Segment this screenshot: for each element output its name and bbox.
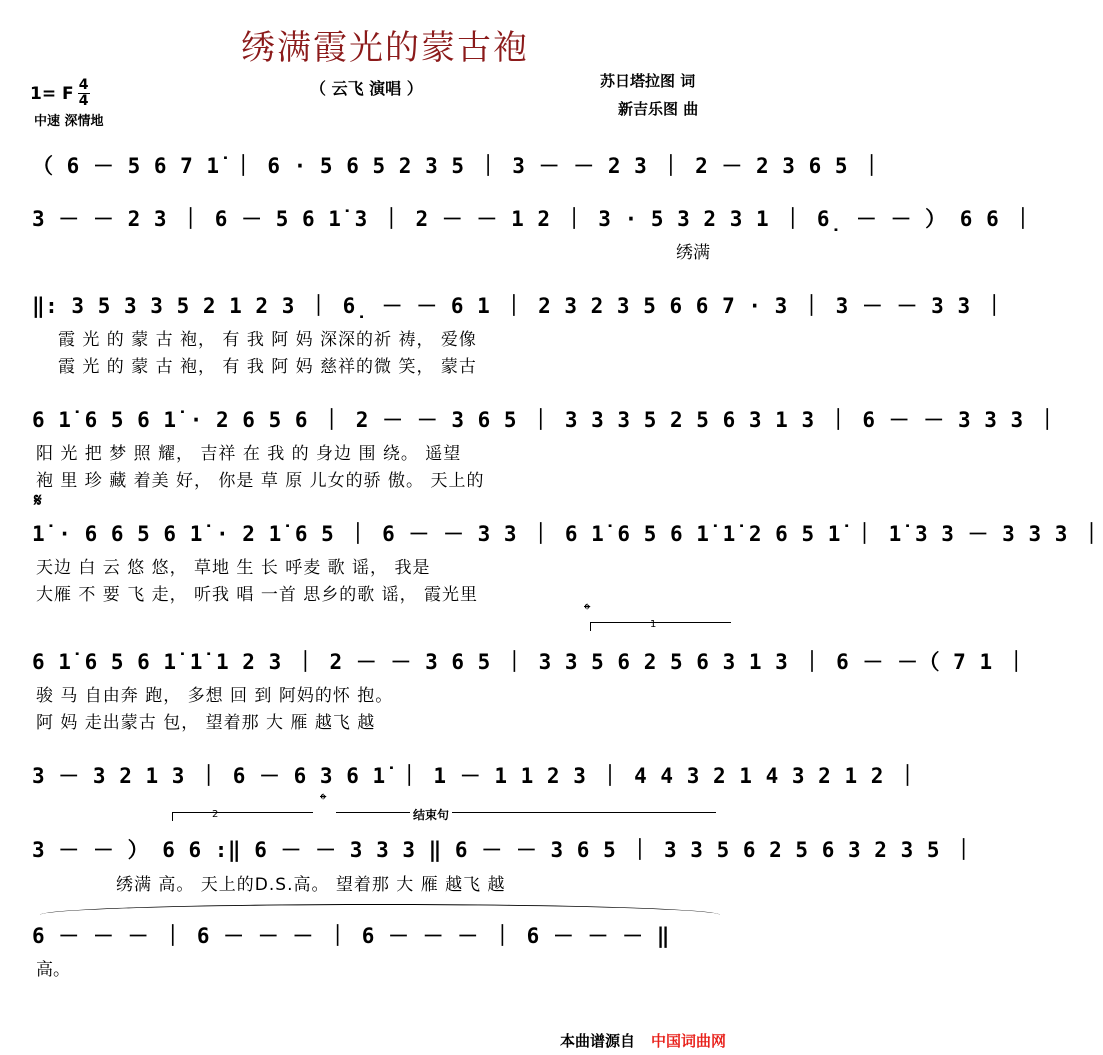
notation-line-8: 3 － － ） 6 6 :‖ 6 － － 3 3 3 ‖ 6 － － 3 6 5 ｜ 3 3 5 6 2 5 6 3 2 3 5 ｜: [32, 838, 975, 862]
lyric-line-3b: 霞 光 的 蒙 古 袍， 有 我 阿 妈 慈祥的微 笑， 蒙古: [58, 357, 477, 377]
composer-credit: 新吉乐图 曲: [618, 100, 699, 118]
footer-source: [560, 1030, 726, 1051]
notation-line-1: （ 6 － 5 6 7 1̇ ｜ 6 · 5 6 5 2 3 5 ｜ 3 － － 2 3 ｜ 2 － 2 3 6 5 ｜: [32, 154, 883, 178]
time-signature: [78, 78, 90, 109]
lyric-line-9: 高。: [36, 960, 70, 980]
lyric-line-5a: 天边 白 云 悠 悠， 草地 生 长 呼麦 歌 谣， 我是: [36, 558, 431, 578]
footer-site-link[interactable]: 中国词曲网: [651, 1032, 727, 1050]
key-signature: [30, 78, 90, 109]
notation-line-3: ‖: 3 5 3 3 5 2 1 2 3 ｜ 6̣ － － 6 1 ｜ 2 3 2 3 5 6 6 7 · 3 ｜ 3 － － 3 3 ｜: [32, 294, 1006, 318]
song-title: 绣满霞光的蒙古袍: [241, 28, 529, 68]
volta-bracket-2: [172, 812, 313, 821]
time-top: 4: [78, 77, 89, 93]
ending-label: 结束句: [410, 806, 452, 823]
performer: （ 云飞 演唱 ）: [310, 79, 423, 98]
key-text: 1= F: [30, 83, 74, 104]
tie-arc: [40, 904, 720, 915]
volta-number-2: 2: [212, 809, 219, 820]
time-bottom: 4: [78, 93, 89, 109]
tempo-marking: 中速 深情地: [34, 114, 104, 129]
lyric-line-4a: 阳 光 把 梦 照 耀， 吉祥 在 我 的 身边 围 绕。 遥望: [36, 444, 462, 464]
notation-line-2: 3 － － 2 3 ｜ 6 － 5 6 1̇ 3 ｜ 2 － － 1 2 ｜ 3 · 5 3 2 3 1 ｜ 6̣ － － ） 6 6 ｜: [32, 207, 1034, 231]
ending-bracket: [336, 812, 716, 821]
lyric-line-4b: 袍 里 珍 藏 着美 好， 你是 草 原 儿女的骄 傲。 天上的: [36, 471, 485, 491]
lyric-line-3a: 霞 光 的 蒙 古 袍， 有 我 阿 妈 深深的祈 祷， 爱像: [58, 330, 477, 350]
lyric-line-5b: 大雁 不 要 飞 走， 听我 唱 一首 思乡的歌 谣， 霞光里: [36, 585, 479, 605]
footer-source-text: 本曲谱源自: [560, 1032, 636, 1050]
notation-line-6: 6 1̇ 6 5 6 1̇ 1̇ 1 2 3 ｜ 2 － － 3 6 5 ｜ 3 3 5 6 2 5 6 3 1 3 ｜ 6 － －（ 7 1 ｜: [32, 650, 1028, 674]
lyricist-credit: 苏日塔拉图 词: [600, 72, 696, 90]
lyric-line-8: 绣满 高。 天上的D.S.高。 望着那 大 雁 越飞 越: [116, 875, 506, 895]
notation-line-9: 6 － － － ｜ 6 － － － ｜ 6 － － － ｜ 6 － － － ‖: [32, 924, 670, 948]
lyric-line-2: 绣满: [676, 243, 710, 263]
notation-line-7: 3 － 3 2 1 3 ｜ 6 － 6 3 6 1̇ ｜ 1 － 1 1 2 3 ｜ 4 4 3 2 1 4 3 2 1 2 ｜: [32, 764, 919, 788]
lyric-line-6b: 阿 妈 走出蒙古 包， 望着那 大 雁 越飞 越: [36, 713, 376, 733]
volta-number-1: 1: [650, 619, 657, 630]
coda-icon-2: 𝄌: [320, 790, 327, 811]
notation-line-5: 1̇ · 6 6 5 6 1̇ · 2 1̇ 6 5 ｜ 6 － － 3 3 ｜ 6 1̇ 6 5 6 1̇ 1̇ 2 6 5 1̇ ｜ 1̇ 3 3 － 3 3 3 ｜: [32, 522, 1103, 546]
coda-icon: 𝄌: [584, 600, 591, 621]
notation-line-4: 6 1̇ 6 5 6 1̇ · 2 6 5 6 ｜ 2 － － 3 6 5 ｜ 3 3 3 5 2 5 6 3 1 3 ｜ 6 － － 3 3 3 ｜: [32, 408, 1059, 432]
volta-bracket-1: [590, 622, 731, 631]
lyric-line-6a: 骏 马 自由奔 跑， 多想 回 到 阿妈的怀 抱。: [36, 686, 394, 706]
segno-icon: 𝄋: [34, 490, 42, 511]
